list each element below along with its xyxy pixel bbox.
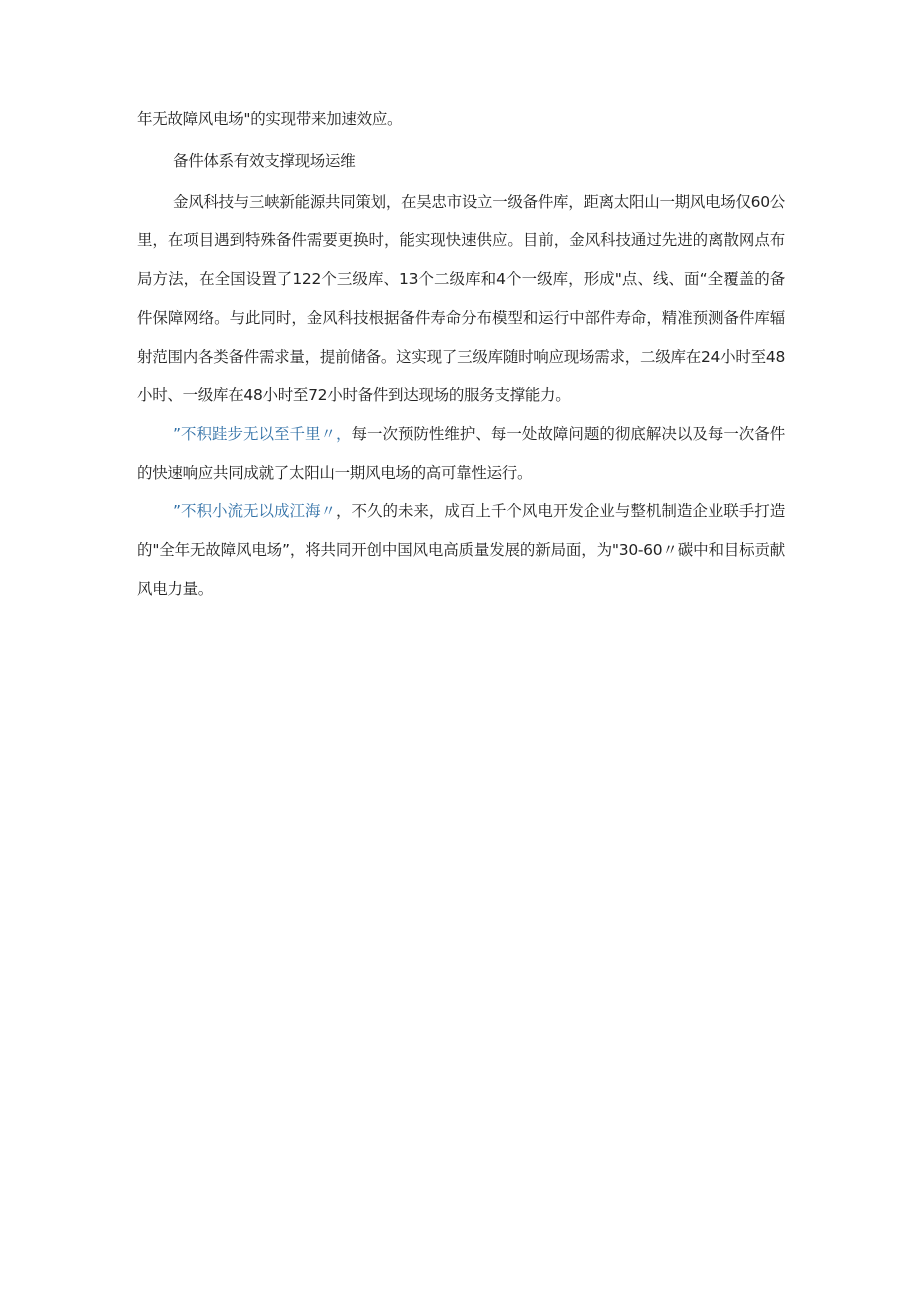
- section-heading: 备件体系有效支撑现场运维: [173, 151, 356, 170]
- paragraph-spare-parts: 金风科技与三峡新能源共同策划，在吴忠市设立一级备件库，距离太阳山一期风电场仅60公里，在项目遇到特殊备件需要更换时，能实现快速供应。目前，金风科技通过先进的离散网点布局方法，在全国设置了122个三级库、13个二级库和4个一级库，形成"点、线、面“全覆盖的备件保障网络。与此同时，金风科技根据备件寿命分布模型和运行中部件寿命，精准预测备件库辐射范围内各类备件需求量，提前储备。这实现了三级库随时响应现场需求，二级库在24小时至48小时、一级库在48小时至72小时备件到达现场的服务支撑能力。: [137, 192, 785, 405]
- paragraph-quote-2: [137, 492, 785, 608]
- paragraph-quote-1-text: 每一次预防性维护、每一处故障问题的彻底解决以及每一次备件的快速响应共同成就了太阳山一期风电场的高可靠性运行。: [137, 424, 786, 482]
- quote-phrase-1: ”不积跬步无以至千里〃，: [173, 424, 352, 443]
- paragraph-continued: 年无故障风电场"的实现带来加速效应。: [137, 110, 403, 128]
- paragraph-quote-1: [137, 415, 785, 492]
- article-body: [137, 100, 785, 608]
- quote-phrase-2: ”不积小流无以成江海〃: [173, 502, 336, 521]
- paragraph-quote-2-text: ，不久的未来，成百上千个风电开发企业与整机制造企业联手打造的"全年无故障风电场”，将共同开创中国风电高质量发展的新局面，为"30-60〃碳中和目标贡献风电力量。: [137, 502, 785, 598]
